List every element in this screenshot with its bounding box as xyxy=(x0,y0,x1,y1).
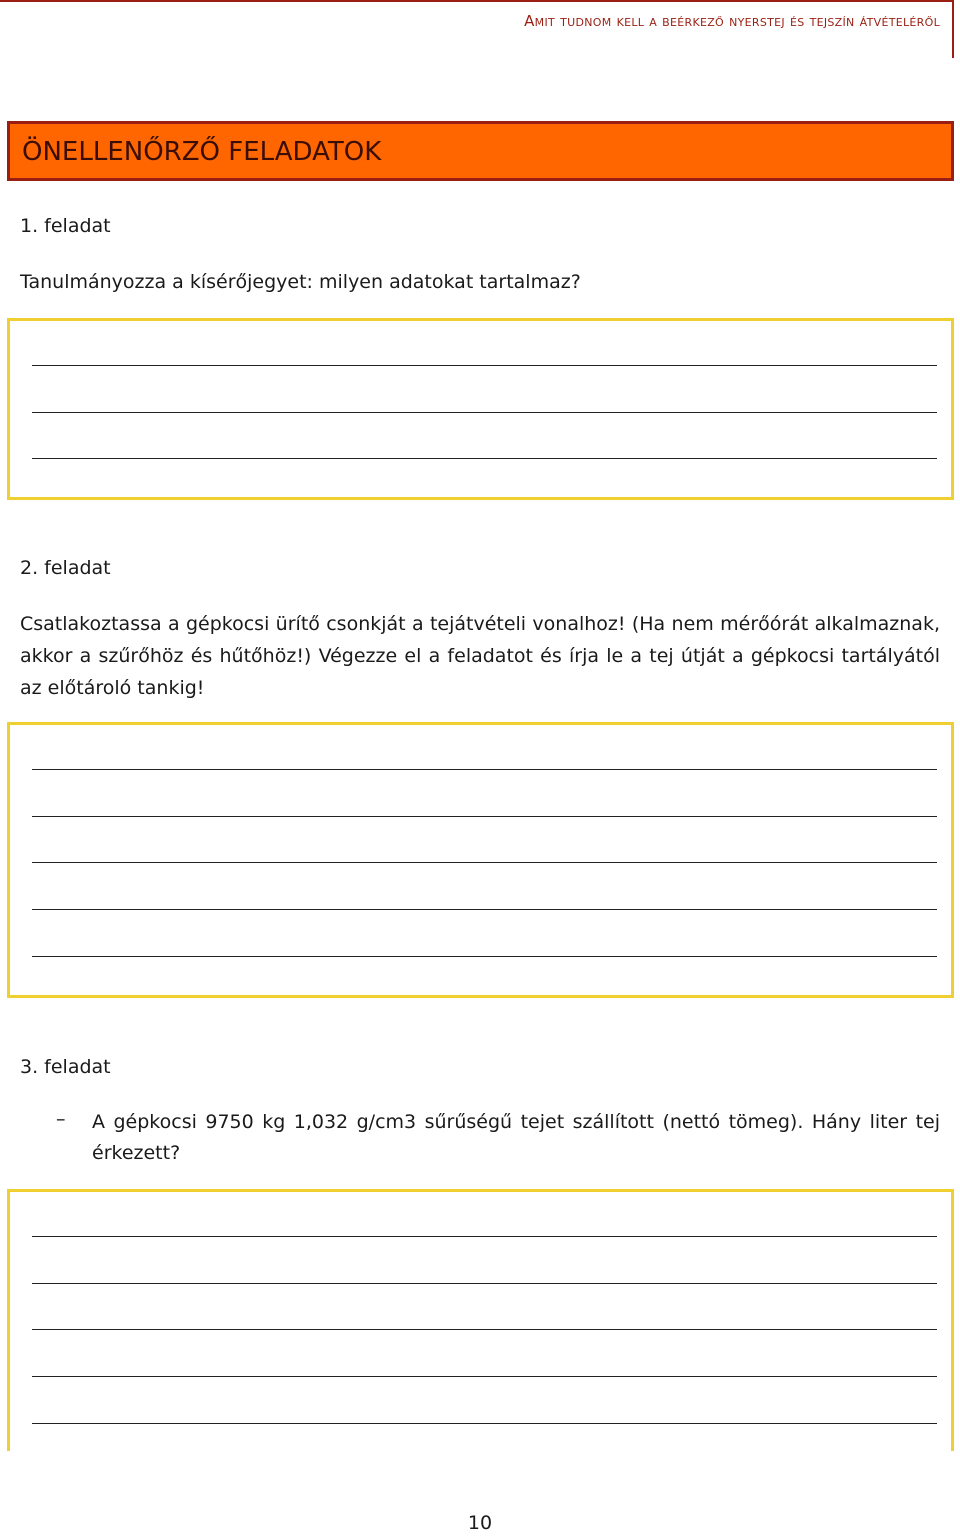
page-number: 10 xyxy=(467,1512,493,1534)
task-1-question: Tanulmányozza a kísérőjegyet: milyen adatokat tartalmaz? xyxy=(20,271,581,293)
answer-line[interactable] xyxy=(32,956,937,957)
answer-line[interactable] xyxy=(32,1236,937,1237)
task-3-question: A gépkocsi 9750 kg 1,032 g/cm3 sűrűségű tejet szállított (nettó tömeg). Hány liter tej érkezett? xyxy=(92,1111,940,1164)
answer-line[interactable] xyxy=(32,1329,937,1330)
answer-line[interactable] xyxy=(32,1376,937,1377)
answer-line[interactable] xyxy=(32,769,937,770)
bullet-dash: – xyxy=(56,1108,66,1130)
answer-line[interactable] xyxy=(32,816,937,817)
task-1-heading: 1. feladat xyxy=(20,215,111,237)
running-header: Amit tudnom kell a beérkező nyerstej és tejszín átvételéről xyxy=(524,12,940,30)
task-3-answer-box[interactable] xyxy=(7,1189,954,1451)
answer-line[interactable] xyxy=(32,412,937,413)
task-3-heading: 3. feladat xyxy=(20,1056,111,1078)
answer-line[interactable] xyxy=(32,1283,937,1284)
answer-line[interactable] xyxy=(32,909,937,910)
task-2-heading: 2. feladat xyxy=(20,557,111,579)
answer-line[interactable] xyxy=(32,365,937,366)
task-2-question: Csatlakoztassa a gépkocsi ürítő csonkját a tejátvételi vonalhoz! (Ha nem mérőórát alkalmaznak, akkor a szűrőhöz és hűtőhöz!) Végezze el a feladatot és írja le a tej útját a gépkocsi tartályától az előtároló tankig! xyxy=(20,613,940,699)
answer-line[interactable] xyxy=(32,862,937,863)
answer-line[interactable] xyxy=(32,458,937,459)
task-1-answer-box[interactable] xyxy=(7,318,954,500)
task-2-answer-box[interactable] xyxy=(7,722,954,998)
section-title: ÖNELLENŐRZŐ FELADATOK xyxy=(22,137,382,167)
section-banner xyxy=(7,121,954,181)
answer-line[interactable] xyxy=(32,1423,937,1424)
